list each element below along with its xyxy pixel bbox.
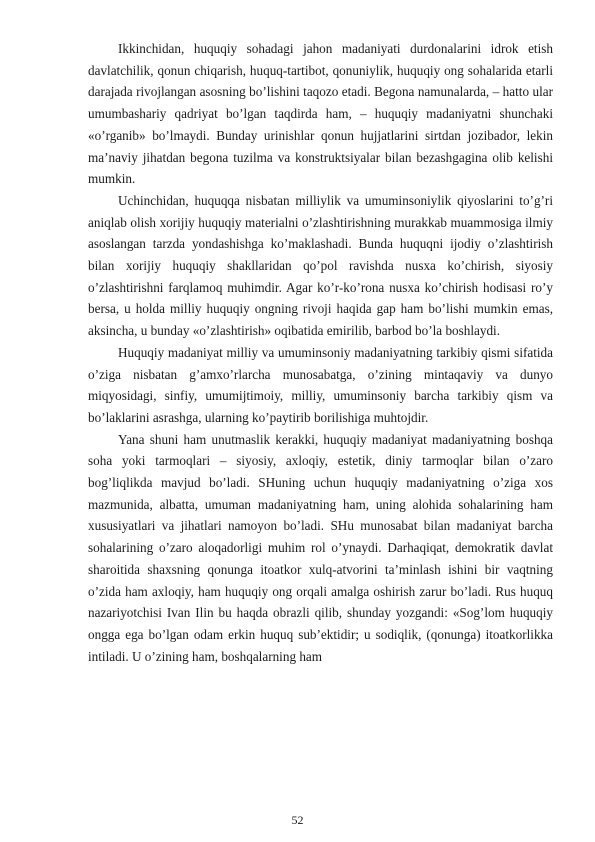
page-number: 52 [291,813,304,827]
document-body [88,38,553,667]
paragraph-2: Uchinchidan, huquqqa nisbatan milliylik va umuminsoniylik qiyoslarini to’g’ri aniqlab olish xorijiy huquqiy materialni o’zlashtirishning murakkab muammosiga ilmiy asoslangan tarzda yondashishga ko’maklashadi. Bunda huquqni ijodiy o’zlashtirish bilan xorijiy huquqiy shakllaridan qo’pol ravishda nusxa ko’chirish, siyosiy o’zlashtirishni farqlamoq muhimdir. Agar ko’r-ko’rona nusxa ko’chirish hodisasi ro’y bersa, u holda milliy huquqiy ongning rivoji haqida gap ham bo’lishi mumkin emas, aksincha, u bunday «o’zlashtirish» oqibatida emirilib, barbod bo’la boshlaydi. [88,192,553,339]
paragraph-3: Huquqiy madaniyat milliy va umuminsoniy madaniyatning tarkibiy qismi sifatida o’ziga nisbatan g’amxo’rlarcha munosabatga, o’zining mintaqaviy va dunyo miqyosidagi, sinfiy, umumijtimoiy, milliy, umuminsoniy barcha tarkibiy qism va bo’laklarini asrashga, ularning ko’paytirib borilishiga muhtojdir. [88,344,553,425]
paragraph-4: Yana shuni ham unutmaslik kerakki, huquqiy madaniyat madaniyatning boshqa soha yoki tarmoqlari – siyosiy, axloqiy, estetik, diniy tarmoqlar bilan o’zaro bog’liqlikda mavjud bo’ladi. SHuning uchun huquqiy madaniyatning o’ziga xos mazmunida, albatta, umuman madaniyatning ham, uning alohida sohalarining ham xususiyatlari va jihatlari namoyon bo’ladi. SHu munosabat bilan madaniyat barcha sohalarining o’zaro aloqadorligi muhim rol o’ynaydi. Darhaqiqat, demokratik davlat sharoitida shaxsning qonunga itoatkor xulq-atvorini ta’minlash ishini bir vaqtning o’zida ham axloqiy, ham huquqiy ong orqali amalga oshirish zarur bo’ladi. Rus huquq nazariyotchisi Ivan Ilin bu haqda obrazli qilib, shunday yozgandi: «Sog’lom huquqiy ongga ega bo’lgan odam erkin huquq sub’ektidir; u sodiqlik, (qonunga) itoatkorlikka intiladi. U o’zining ham, boshqalarning ham [88,431,553,664]
paragraph-1: Ikkinchidan, huquqiy sohadagi jahon madaniyati durdonalarini idrok etish davlatchilik, qonun chiqarish, huquq-tartibot, qonuniylik, huquqiy ong sohalarida etarli darajada rivojlangan asosning bo’lishini taqozo etadi. Begona namunalarda, – hatto ular umumbashariy qadriyat bo’lgan taqdirda ham, – huquqiy madaniyatni shunchaki «o’rganib» bo’lmaydi. Bunday urinishlar qonun hujjatlarini sirtdan jozibador, lekin ma’naviy jihatdan begona tuzilma va konstruktsiyalar bilan bezashgagina olib kelishi mumkin. [88,41,553,187]
